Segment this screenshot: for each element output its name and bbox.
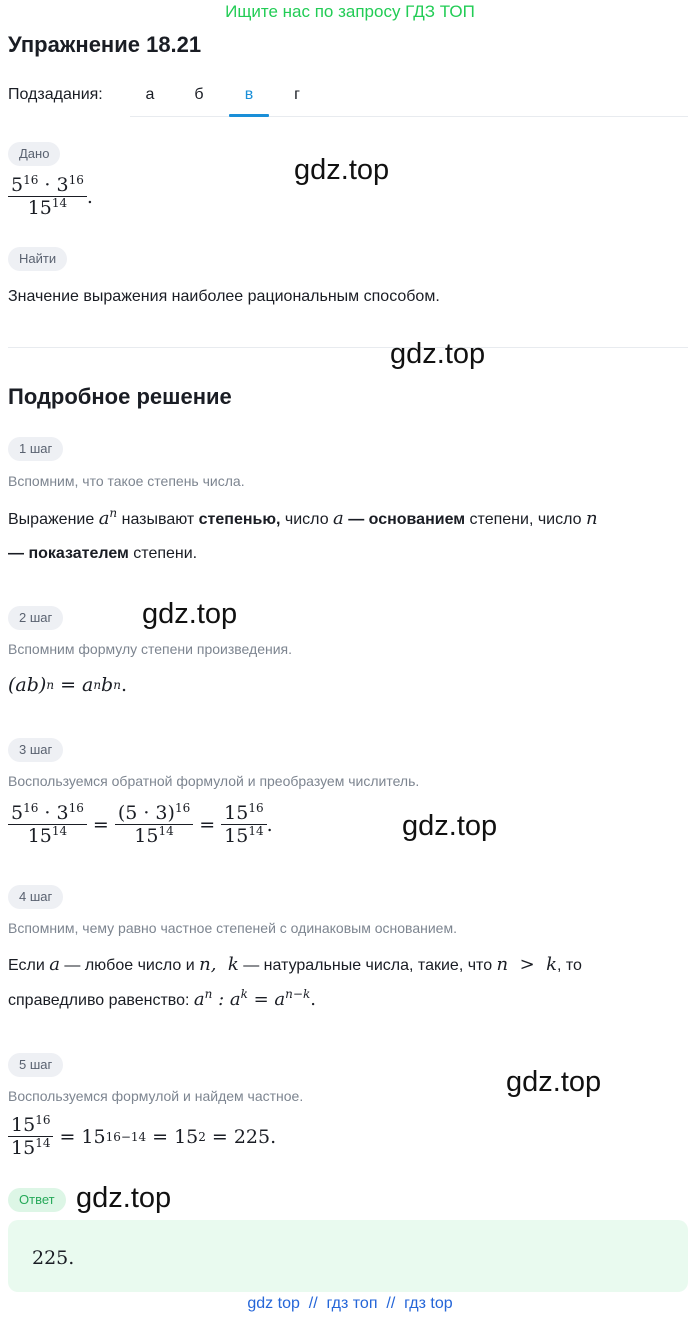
step-4-hint: Вспомним, чему равно частное степеней с одинаковым основанием. [8, 920, 457, 936]
step-5-fraction: $\frac{15^{16}}{15^{14}}$ [8, 1114, 53, 1159]
step-3-frac-original: $\frac{5^{16} \cdot 3^{16}}{15^{14}}$ [8, 802, 87, 847]
step-2-badge: 2 шаг [8, 606, 63, 630]
tab-v[interactable]: в [244, 86, 254, 103]
watermark: gdz.top [142, 598, 238, 630]
step-1-badge: 1 шаг [8, 437, 63, 461]
step-5-badge: 5 шаг [8, 1053, 63, 1077]
watermark: gdz.top [506, 1066, 602, 1098]
active-tab-indicator [229, 114, 269, 117]
step-1-text: Выражение $a^n$ называют степенью, число a — основанием степени, число n — показателем степени. [8, 506, 598, 562]
given-badge: Дано [8, 142, 60, 166]
step-3-formula: $\frac{5^{16} \cdot 3^{16}}{15^{14}}$ = $\frac{(5 \cdot 3)^{16}}{15^{14}}$ = $\frac{15^{16}}{15^{14}}$ . [8, 802, 273, 847]
step-5-hint: Воспользуемся формулой и найдем частное. [8, 1088, 304, 1104]
tab-b[interactable]: б [194, 86, 204, 103]
given-formula: $\frac{5^{16} \cdot 3^{16}}{15^{14}}$ . [8, 174, 93, 219]
tab-g[interactable]: г [294, 86, 300, 103]
step-3-badge: 3 шаг [8, 738, 63, 762]
step-5-formula: $\frac{15^{16}}{15^{14}}$ = 15 16−14 = 15 2 = 225. [8, 1114, 276, 1159]
subtasks-divider [130, 116, 688, 117]
subtasks-label: Подзадания: [8, 86, 103, 103]
step-3-hint: Воспользуемся обратной формулой и преобразуем числитель. [8, 773, 420, 789]
footer-links[interactable]: gdz top // гдз топ // гдз top [247, 1295, 453, 1312]
top-banner: Ищите нас по запросу ГДЗ ТОП [225, 2, 475, 21]
tab-a[interactable]: а [145, 86, 155, 103]
step-3-frac-result: $\frac{15^{16}}{15^{14}}$ [221, 802, 266, 847]
answer-box [8, 1220, 688, 1292]
watermark: gdz.top [294, 154, 390, 186]
answer-badge: Ответ [8, 1188, 66, 1212]
step-4-text: Если a — любое число и n, k — натуральные числа, такие, что n > k, то справедливо равенство: $a^n$ : $a^k = a^{n-k}$. [8, 954, 582, 1010]
answer-value: 225. [32, 1247, 75, 1269]
find-text: Значение выражения наиболее рациональным способом. [8, 288, 440, 305]
step-2-formula: (ab) n = a n b n . [8, 674, 127, 696]
watermark: gdz.top [402, 810, 498, 842]
given-fraction: $\frac{5^{16} \cdot 3^{16}}{15^{14}}$ [8, 174, 87, 219]
step-1-hint: Вспомним, что такое степень числа. [8, 473, 245, 489]
step-2-hint: Вспомним формулу степени произведения. [8, 641, 292, 657]
watermark: gdz.top [390, 338, 486, 370]
step-4-badge: 4 шаг [8, 885, 63, 909]
page-title: Упражнение 18.21 [8, 32, 202, 57]
solution-title: Подробное решение [8, 384, 232, 409]
step-3-frac-middle: $\frac{(5 \cdot 3)^{16}}{15^{14}}$ [115, 802, 193, 847]
find-badge: Найти [8, 247, 67, 271]
section-divider [8, 347, 688, 348]
watermark: gdz.top [76, 1182, 172, 1214]
